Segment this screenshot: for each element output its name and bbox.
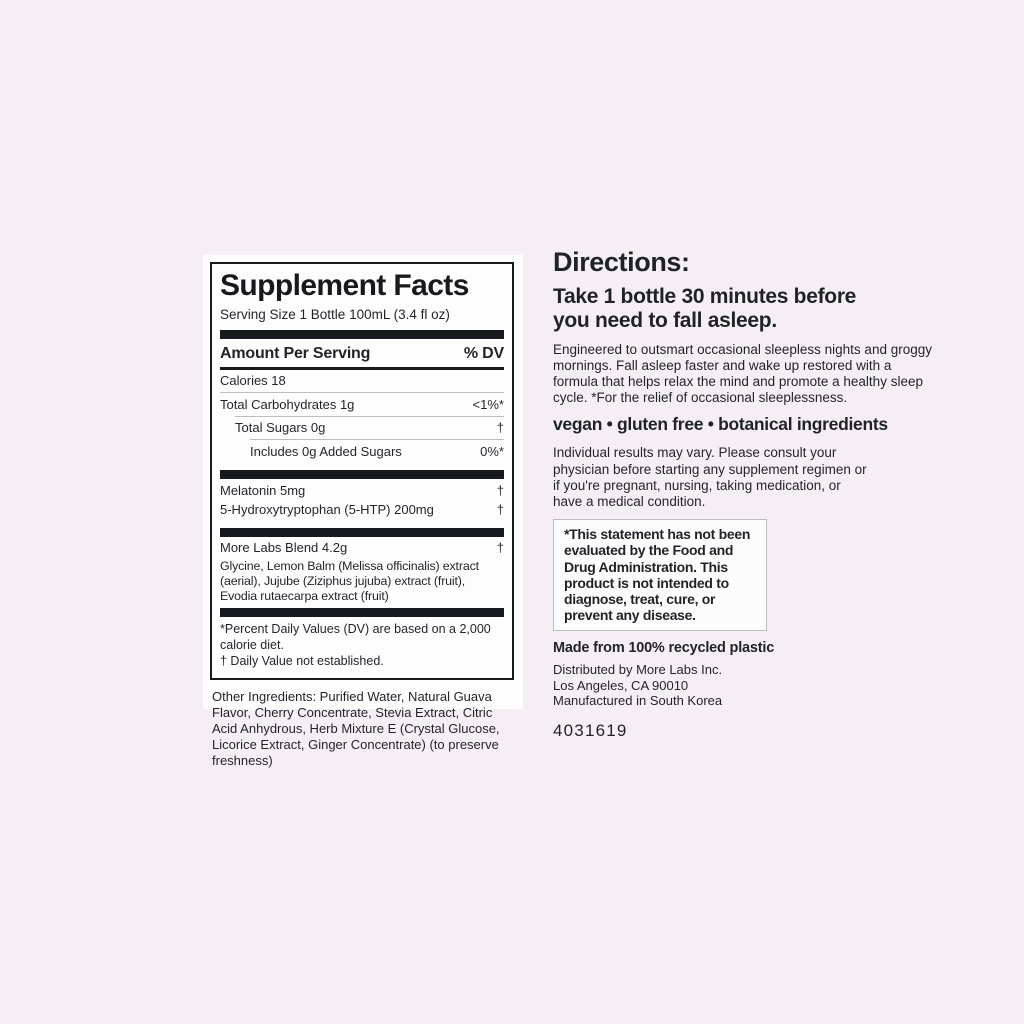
nutrient-label: Calories 18 [220, 373, 286, 389]
footnote-daily-values: *Percent Daily Values (DV) are based on a 2,000 calorie diet. [220, 622, 491, 652]
serving-size-text: Serving Size 1 Bottle 100mL (3.4 fl oz) [220, 306, 450, 322]
manufactured-line: Manufactured in South Korea [553, 692, 723, 708]
divider-bar [220, 608, 504, 617]
nutrient-row-calories [220, 370, 504, 393]
active-value: † [496, 501, 504, 517]
distributor-city-line: Los Angeles, CA 90010 [553, 677, 689, 693]
nutrient-label: Total Sugars 0g [235, 420, 326, 436]
percent-dv-label: % DV [463, 344, 504, 362]
divider-bar [220, 330, 504, 339]
nutrient-row-total-sugars [220, 417, 504, 440]
consult-physician-text: Individual results may vary. Please consult your physician before starting any supplement regimen or if you're pregnant, nursing, taking medication, or have a medical condition. [553, 445, 867, 509]
active-row-melatonin [220, 479, 504, 502]
blend-row [220, 537, 504, 560]
footnote-dagger: † Daily Value not established. [220, 653, 384, 668]
divider-bar [220, 470, 504, 479]
blend-description: Glycine, Lemon Balm (Melissa officinalis) extract (aerial), Jujube (Ziziphus jujuba) extract (fruit), Evodia rutaecarpa extract (fruit) [220, 559, 479, 603]
distributor-line: Distributed by More Labs Inc. [553, 662, 723, 678]
divider-bar [220, 528, 504, 537]
amount-per-serving-label: Amount Per Serving [220, 344, 371, 362]
supplement-facts-panel [210, 262, 514, 680]
recycled-plastic-text: Made from 100% recycled plastic [553, 640, 775, 657]
active-label: 5-Hydroxytryptophan (5-HTP) 200mg [220, 501, 434, 517]
directions-column [553, 248, 933, 741]
blend-value: † [496, 540, 504, 556]
nutrient-value: <1%* [472, 396, 504, 412]
directions-heading: Directions: [553, 247, 690, 277]
other-ingredients-text: Other Ingredients: Purified Water, Natural Guava Flavor, Cherry Concentrate, Stevia Extract, Citric Acid Anhydrous, Herb Mixture E (Crystal Glucose, Licorice Extract, Ginger Concentrate) (to preserve freshness) [212, 689, 500, 769]
blend-label: More Labs Blend 4.2g [220, 540, 348, 556]
nutrient-value: † [496, 420, 504, 436]
product-code: 4031619 [553, 720, 628, 740]
footnotes [220, 617, 504, 669]
product-badges-text: vegan • gluten free • botanical ingredients [553, 414, 888, 435]
fda-disclaimer-box [553, 519, 767, 631]
nutrient-row-carbohydrates [220, 393, 504, 416]
nutrient-value: 0%* [480, 443, 504, 459]
directions-subheading: Take 1 bottle 30 minutes before you need to fall asleep. [553, 284, 857, 332]
supplement-facts-card [203, 255, 523, 769]
supplement-facts-title: Supplement Facts [220, 269, 469, 302]
active-row-5htp [220, 502, 504, 521]
amount-per-serving-header [220, 339, 504, 367]
fda-disclaimer-text: *This statement has not been evaluated by the Food and Drug Administration. This product is not intended to diagnose, treat, cure, or prevent any disease. [564, 526, 751, 624]
directions-body-text: Engineered to outsmart occasional sleepless nights and groggy mornings. Fall asleep faster and wake up restored with a formula that helps relax the mind and promote a healthy sleep cycle. *For the relief of occasional sleeplessness. [553, 341, 932, 406]
active-value: † [496, 482, 504, 498]
nutrient-label: Total Carbohydrates 1g [220, 396, 355, 412]
nutrient-row-added-sugars [220, 440, 504, 463]
active-label: Melatonin 5mg [220, 482, 306, 498]
nutrient-label: Includes 0g Added Sugars [250, 443, 402, 459]
